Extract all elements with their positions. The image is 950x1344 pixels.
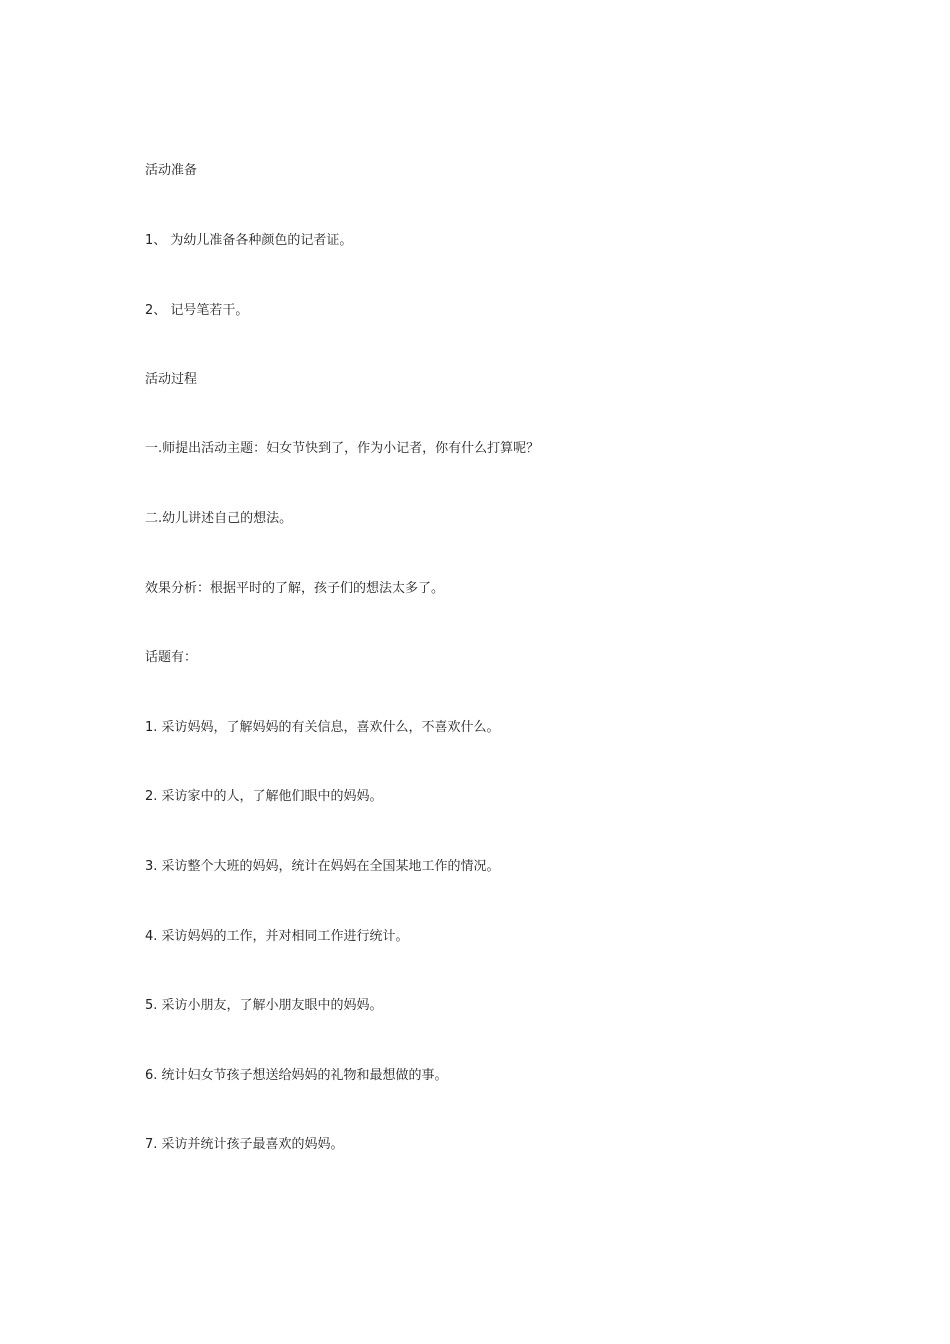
section-heading-process: 活动过程 bbox=[145, 372, 198, 387]
preparation-item-1: 1、 为幼儿准备各种颜色的记者证。 bbox=[145, 233, 353, 248]
topic-item-5: 5. 采访小朋友，了解小朋友眼中的妈妈。 bbox=[145, 998, 383, 1013]
preparation-item-2: 2、 记号笔若干。 bbox=[145, 303, 249, 318]
effect-analysis: 效果分析：根据平时的了解，孩子们的想法太多了。 bbox=[145, 581, 445, 596]
topic-item-7: 7. 采访并统计孩子最喜欢的妈妈。 bbox=[145, 1137, 344, 1152]
topic-item-4: 4. 采访妈妈的工作，并对相同工作进行统计。 bbox=[145, 929, 409, 944]
process-step-1: 一.师提出活动主题：妇女节快到了，作为小记者，你有什么打算呢？ bbox=[145, 441, 540, 456]
process-step-2: 二.幼儿讲述自己的想法。 bbox=[145, 511, 293, 526]
topic-item-1: 1. 采访妈妈，了解妈妈的有关信息，喜欢什么，不喜欢什么。 bbox=[145, 720, 500, 735]
topic-item-3: 3. 采访整个大班的妈妈，统计在妈妈在全国某地工作的情况。 bbox=[145, 859, 500, 874]
topic-item-6: 6. 统计妇女节孩子想送给妈妈的礼物和最想做的事。 bbox=[145, 1068, 448, 1083]
topics-heading: 话题有： bbox=[145, 650, 198, 665]
topic-item-2: 2. 采访家中的人，了解他们眼中的妈妈。 bbox=[145, 789, 383, 804]
section-heading-preparation: 活动准备 bbox=[145, 163, 198, 178]
